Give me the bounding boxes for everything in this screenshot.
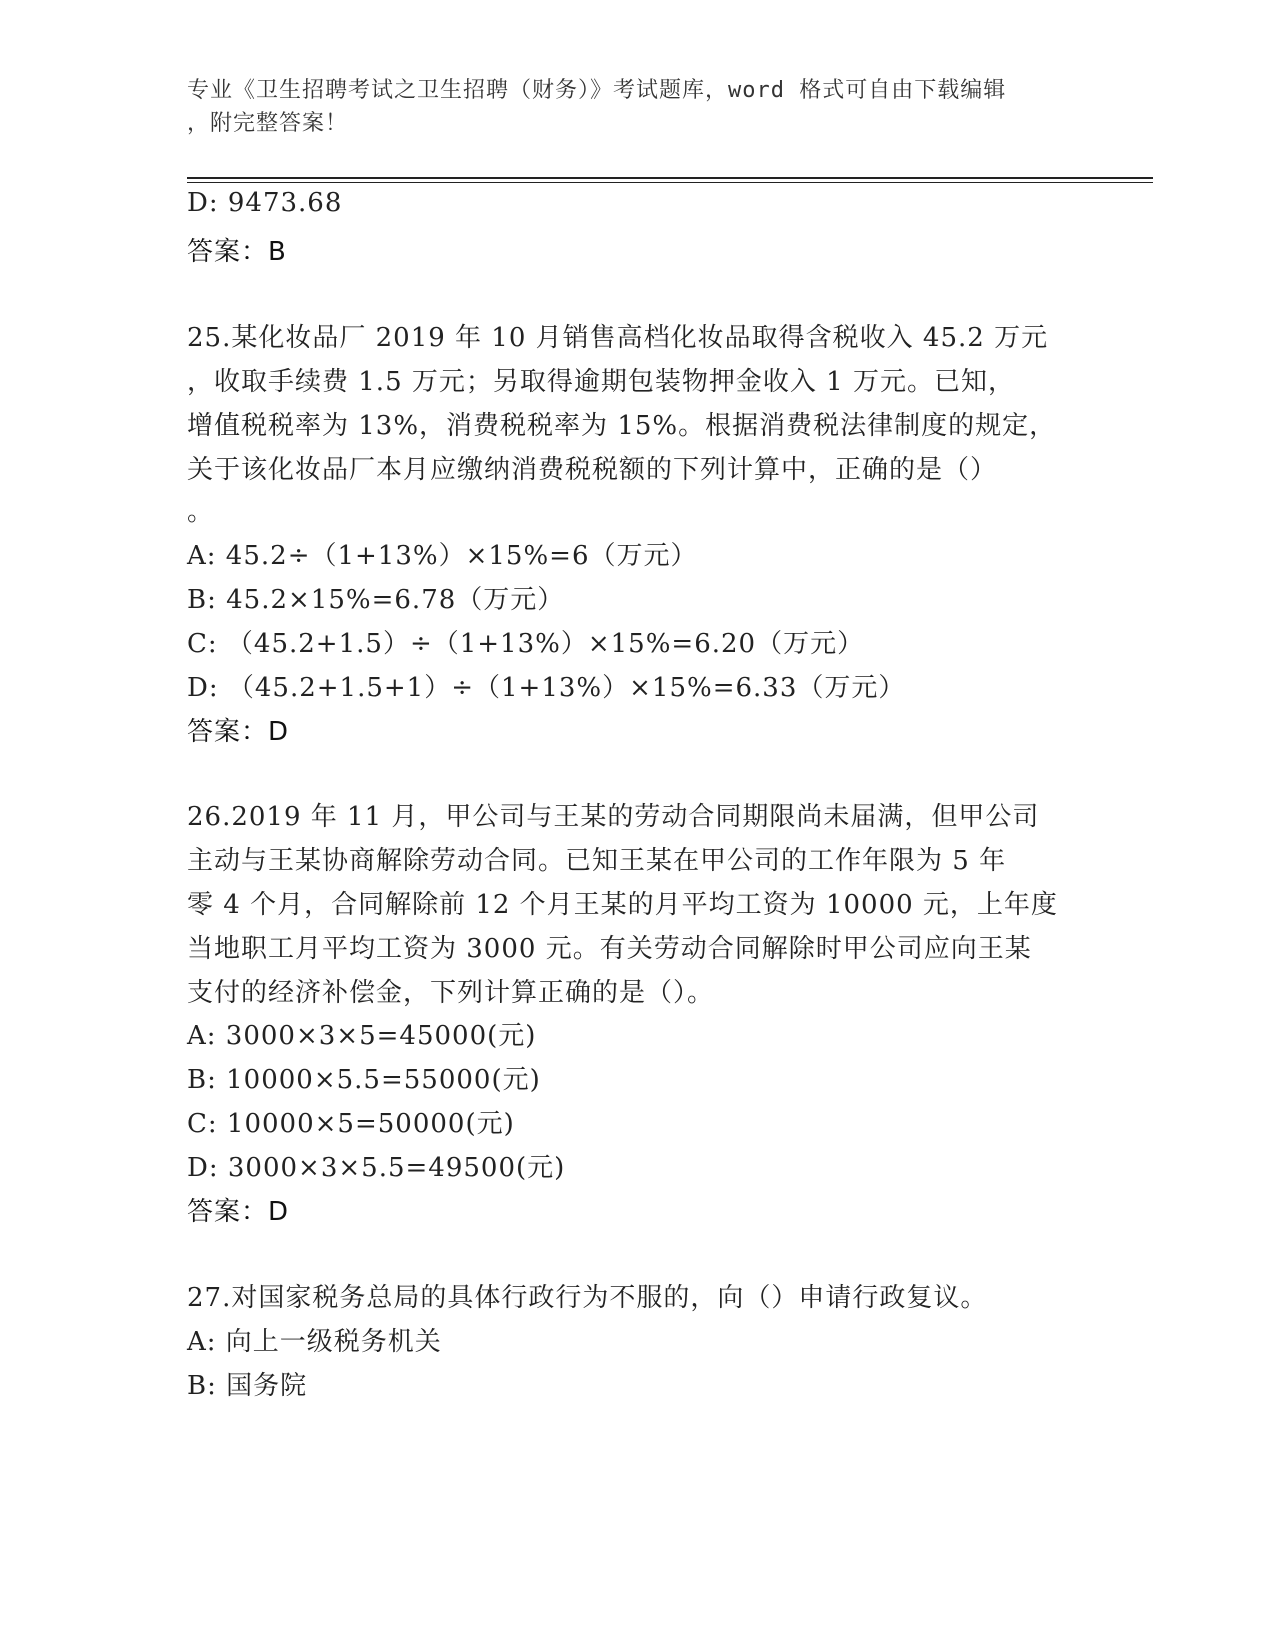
q25-stem-line: 增值税税率为 13%，消费税税率为 15%。根据消费税法律制度的规定，: [187, 411, 1057, 441]
prev-answer: 答案：B: [187, 237, 287, 267]
q26-stem-line: 26.2019 年 11 月，甲公司与王某的劳动合同期限尚未届满，但甲公司: [187, 802, 1040, 832]
header-divider-thin: [187, 182, 1153, 183]
q25-option-c: C: （45.2+1.5）÷（1+13%）×15%=6.20（万元）: [187, 629, 865, 659]
q26-stem-line: 支付的经济补偿金，下列计算正确的是（）。: [187, 978, 715, 1008]
q25-stem-line: ，收取手续费 1.5 万元；另取得逾期包装物押金收入 1 万元。已知，: [187, 367, 1015, 397]
q27-option-b: B: 国务院: [187, 1371, 308, 1401]
q25-answer: 答案：D: [187, 717, 290, 747]
q26-option-d: D: 3000×3×5.5=49500(元): [187, 1153, 566, 1183]
q26-stem-line: 主动与王某协商解除劳动合同。已知王某在甲公司的工作年限为 5 年: [187, 846, 1007, 876]
q26-answer: 答案：D: [187, 1197, 290, 1227]
header-divider: [187, 177, 1153, 179]
q25-stem-line: 25.某化妆品厂 2019 年 10 月销售高档化妆品取得含税收入 45.2 万元: [187, 323, 1049, 353]
header-line-2: ，附完整答案！: [187, 111, 349, 136]
q27-option-a: A: 向上一级税务机关: [187, 1327, 442, 1357]
q25-option-a: A: 45.2÷（1+13%）×15%=6（万元）: [187, 541, 698, 571]
q25-option-d: D: （45.2+1.5+1）÷（1+13%）×15%=6.33（万元）: [187, 673, 906, 703]
q25-stem-line: 。: [187, 497, 215, 527]
header-line-1: 专业《卫生招聘考试之卫生招聘（财务）》考试题库，word 格式可自由下载编辑: [187, 78, 1007, 103]
q26-option-a: A: 3000×3×5=45000(元): [187, 1021, 537, 1051]
q26-stem-line: 零 4 个月，合同解除前 12 个月王某的月平均工资为 10000 元，上年度: [187, 890, 1058, 920]
q27-stem-line: 27.对国家税务总局的具体行政行为不服的，向（）申请行政复议。: [187, 1283, 988, 1313]
prev-option-d: D: 9473.68: [187, 188, 343, 218]
q26-option-c: C: 10000×5=50000(元): [187, 1109, 515, 1139]
q25-option-b: B: 45.2×15%=6.78（万元）: [187, 585, 565, 615]
q25-stem-line: 关于该化妆品厂本月应缴纳消费税税额的下列计算中，正确的是（）: [187, 455, 998, 485]
page-header: [187, 74, 1067, 140]
q26-stem-line: 当地职工月平均工资为 3000 元。有关劳动合同解除时甲公司应向王某: [187, 934, 1032, 964]
q26-option-b: B: 10000×5.5=55000(元): [187, 1065, 541, 1095]
